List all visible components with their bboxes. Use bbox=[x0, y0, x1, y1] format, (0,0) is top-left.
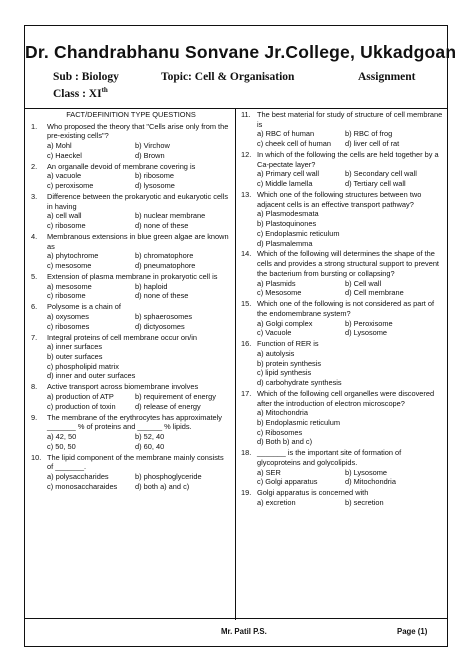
answer-option: a) Primary cell wall bbox=[257, 169, 320, 179]
answer-option: c) ribosome bbox=[47, 221, 86, 231]
question-text: Function of RER is bbox=[257, 339, 319, 349]
answer-option: b) Cell wall bbox=[345, 278, 382, 288]
question-stem bbox=[241, 488, 444, 498]
question-number: 7. bbox=[31, 332, 38, 342]
option-list bbox=[31, 312, 231, 331]
question-number: 18. bbox=[241, 448, 252, 458]
answer-option: c) 50, 50 bbox=[47, 441, 76, 451]
option-list bbox=[31, 171, 231, 190]
question-stem bbox=[31, 272, 231, 282]
answer-option: c) Ribosomes bbox=[257, 427, 303, 437]
answer-option: c) Middle lamella bbox=[257, 179, 313, 189]
class-text: Class : XI bbox=[53, 87, 102, 100]
answer-option: d) Tertiary cell wall bbox=[345, 179, 406, 189]
answer-option: b) phosphoglyceride bbox=[135, 472, 202, 481]
class-superscript: th bbox=[101, 86, 108, 94]
class-label bbox=[53, 86, 108, 100]
answer-option: d) none of these bbox=[135, 291, 189, 301]
question-item bbox=[31, 302, 231, 331]
option-list bbox=[241, 129, 444, 148]
question-stem bbox=[31, 453, 231, 472]
assignment-sheet bbox=[24, 25, 457, 647]
question-text: Which one of the following is not considered as part of the endomembrane system? bbox=[257, 299, 435, 318]
question-stem bbox=[241, 299, 444, 318]
question-stem bbox=[31, 413, 231, 432]
answer-option: c) mesosome bbox=[47, 261, 92, 271]
answer-option: b) ribosome bbox=[135, 171, 175, 181]
option-list bbox=[241, 209, 444, 248]
header bbox=[25, 26, 457, 109]
question-stem bbox=[31, 302, 231, 312]
answer-option: c) lipid synthesis bbox=[257, 368, 312, 378]
question-item bbox=[31, 413, 231, 452]
question-number: 4. bbox=[31, 232, 38, 241]
question-text: Which of the following cell organelles were discovered after the introduction of electron microscope? bbox=[257, 388, 435, 408]
teacher-name: Mr. Patil P.S. bbox=[221, 627, 267, 636]
question-text: _______ is the important site of formation of glycoproteins and golycolipids. bbox=[257, 448, 402, 467]
question-text: Active transport across biomembrane involves bbox=[47, 382, 199, 392]
answer-option: b) Lysosome bbox=[345, 467, 388, 477]
answer-option: c) cheek cell of human bbox=[257, 139, 331, 149]
question-item bbox=[31, 333, 231, 382]
question-number: 12. bbox=[241, 150, 252, 159]
question-text: Which of the following will determines the shape of the cells and provides a strong structural support to prevent the bacterium from bursting or collapsing? bbox=[257, 249, 439, 278]
question-text: The lipid component of the membrane mainly consists of _______. bbox=[47, 452, 224, 472]
question-item bbox=[31, 382, 231, 411]
answer-option: a) phytochrome bbox=[47, 251, 99, 261]
answer-option: b) Plastoquinones bbox=[257, 219, 317, 229]
answer-option: a) mesosome bbox=[47, 281, 92, 291]
answer-option: a) 42, 50 bbox=[47, 432, 77, 441]
college-name: Dr. Chandrabhanu Sonvane Jr.College, Ukkadgoan bbox=[25, 42, 457, 62]
answer-option: d) release of energy bbox=[135, 401, 201, 411]
answer-option: b) requirement of energy bbox=[135, 392, 216, 401]
question-number: 19. bbox=[241, 488, 252, 498]
question-text: Who proposed the theory that "Cells arise only from the pre-existing cells"? bbox=[47, 121, 229, 141]
answer-option: d) Plasmalemma bbox=[257, 238, 313, 248]
question-item bbox=[241, 488, 444, 507]
answer-option: a) Mitochondria bbox=[257, 408, 308, 418]
option-list bbox=[241, 169, 444, 188]
answer-option: a) Golgi complex bbox=[257, 318, 313, 328]
question-number: 16. bbox=[241, 339, 252, 349]
question-stem bbox=[31, 382, 231, 392]
question-text: In which of the following the cells are held together by a Ca-pectate layer? bbox=[257, 150, 439, 169]
answer-option: c) Haeckel bbox=[47, 150, 82, 160]
question-text: Polysome is a chain of bbox=[47, 302, 121, 312]
question-number: 8. bbox=[31, 382, 38, 392]
question-text: Integral proteins of cell membrane occur on/in bbox=[47, 332, 197, 342]
option-list bbox=[31, 141, 231, 160]
question-stem bbox=[241, 150, 444, 169]
question-item bbox=[31, 453, 231, 492]
question-text: Golgi apparatus is concerned with bbox=[257, 488, 369, 498]
answer-option: c) Endoplasmic reticulum bbox=[257, 228, 340, 238]
question-stem bbox=[31, 122, 231, 141]
question-stem bbox=[31, 232, 231, 251]
answer-option: c) peroxisome bbox=[47, 181, 94, 191]
question-stem bbox=[241, 389, 444, 408]
answer-option: c) Mesosome bbox=[257, 288, 302, 298]
answer-option: c) Golgi apparatus bbox=[257, 477, 318, 487]
answer-option: d) liver cell of rat bbox=[345, 139, 400, 149]
question-stem bbox=[241, 110, 444, 129]
answer-option: b) Endoplasmic reticulum bbox=[257, 417, 340, 427]
answer-option: d) Cell membrane bbox=[345, 288, 404, 298]
question-number: 6. bbox=[31, 302, 38, 312]
question-item bbox=[241, 299, 444, 338]
option-list bbox=[31, 392, 231, 411]
answer-option: a) cell wall bbox=[47, 211, 82, 221]
question-number: 5. bbox=[31, 272, 38, 281]
question-item bbox=[241, 190, 444, 248]
question-item bbox=[241, 150, 444, 189]
question-number: 9. bbox=[31, 412, 38, 422]
answer-option: d) carbohydrate synthesis bbox=[257, 377, 342, 387]
answer-option: c) monosaccharaides bbox=[47, 481, 118, 491]
answer-option: a) autolysis bbox=[257, 348, 295, 358]
question-number: 17. bbox=[241, 388, 252, 398]
question-item bbox=[31, 232, 231, 271]
question-number: 13. bbox=[241, 190, 252, 199]
question-text: An organalle devoid of membrane covering is bbox=[47, 161, 196, 171]
question-item bbox=[241, 448, 444, 487]
answer-option: a) Mohl bbox=[47, 141, 72, 151]
question-stem bbox=[241, 339, 444, 349]
question-number: 2. bbox=[31, 161, 38, 171]
answer-option: d) Mitochondria bbox=[345, 477, 396, 487]
option-list bbox=[241, 408, 444, 447]
answer-option: d) lysosome bbox=[135, 181, 175, 191]
answer-option: d) both a) and c) bbox=[135, 481, 190, 491]
option-list bbox=[31, 432, 231, 451]
question-text: Which one of the following structures between two adjacent cells is an effective transport pathway? bbox=[257, 190, 422, 209]
question-stem bbox=[31, 162, 231, 172]
question-number: 1. bbox=[31, 121, 38, 131]
option-list bbox=[241, 498, 444, 508]
question-stem bbox=[241, 448, 444, 467]
option-list bbox=[241, 319, 444, 338]
question-item bbox=[31, 162, 231, 191]
answer-option: b) protein synthesis bbox=[257, 358, 322, 368]
answer-option: c) Vacuole bbox=[257, 328, 292, 338]
option-list bbox=[31, 472, 231, 491]
question-number: 10. bbox=[31, 452, 42, 462]
question-item bbox=[241, 110, 444, 149]
option-list bbox=[241, 349, 444, 388]
answer-option: a) oxysomes bbox=[47, 312, 89, 321]
topic-label: Topic: Cell & Organisation bbox=[161, 71, 295, 83]
question-text: Extension of plasma membrane in prokaryotic cell is bbox=[47, 272, 218, 281]
answer-option: a) polysaccharides bbox=[47, 472, 109, 481]
answer-option: a) Plasmodesmata bbox=[257, 209, 319, 219]
question-number: 15. bbox=[241, 299, 252, 309]
answer-option: b) Secondary cell wall bbox=[345, 169, 417, 179]
answer-option: a) production of ATP bbox=[47, 392, 114, 401]
answer-option: d) dictyosomes bbox=[135, 321, 185, 331]
answer-option: a) inner surfaces bbox=[47, 342, 103, 352]
question-stem bbox=[241, 249, 444, 278]
answer-option: a) excretion bbox=[257, 497, 296, 507]
question-item bbox=[241, 339, 444, 388]
answer-option: d) Lysosome bbox=[345, 328, 388, 338]
option-list bbox=[31, 211, 231, 230]
answer-option: d) pneumatophore bbox=[135, 261, 196, 271]
answer-option: c) production of toxin bbox=[47, 401, 116, 411]
question-item bbox=[31, 192, 231, 231]
answer-option: b) Virchow bbox=[135, 141, 170, 151]
question-text: The membrane of the erythrocytes has approximately _______ % of proteins and ______ % lipids. bbox=[47, 412, 222, 432]
answer-option: c) ribosome bbox=[47, 291, 86, 301]
answer-option: b) haploid bbox=[135, 281, 168, 291]
question-item bbox=[31, 122, 231, 161]
answer-option: b) sphaerosomes bbox=[135, 312, 193, 321]
right-column bbox=[241, 110, 444, 509]
option-list bbox=[241, 468, 444, 487]
answer-option: a) vacuole bbox=[47, 171, 82, 181]
option-list bbox=[241, 279, 444, 298]
question-text: Difference between the prokaryotic and eukaryotic cells in having bbox=[47, 192, 229, 211]
assignment-label: Assignment bbox=[358, 71, 416, 83]
question-stem bbox=[241, 190, 444, 209]
column-divider bbox=[235, 108, 236, 620]
answer-option: a) Plasmids bbox=[257, 278, 296, 288]
answer-option: a) RBC of human bbox=[257, 129, 315, 139]
question-text: Membranous extensions in blue green algae are known as bbox=[47, 232, 229, 251]
page-number: Page (1) bbox=[397, 627, 428, 636]
question-number: 3. bbox=[31, 192, 38, 201]
option-list bbox=[31, 282, 231, 301]
question-item bbox=[31, 272, 231, 301]
question-item bbox=[241, 249, 444, 298]
answer-option: d) inner and outer surfaces bbox=[47, 371, 136, 381]
question-text: The best material for study of structure of cell membrane is bbox=[257, 110, 443, 129]
question-stem bbox=[31, 192, 231, 211]
answer-option: b) outer surfaces bbox=[47, 352, 103, 361]
answer-option: d) 60, 40 bbox=[135, 441, 165, 451]
option-list bbox=[31, 251, 231, 270]
question-number: 14. bbox=[241, 249, 252, 259]
option-list bbox=[31, 342, 231, 381]
answer-option: b) nuclear membrane bbox=[135, 211, 206, 221]
answer-option: d) Both b) and c) bbox=[257, 437, 313, 447]
subject-label: Sub : Biology bbox=[53, 71, 119, 83]
answer-option: b) chromatophore bbox=[135, 251, 194, 261]
question-number: 11. bbox=[241, 110, 251, 119]
footer bbox=[25, 618, 447, 646]
answer-option: d) none of these bbox=[135, 221, 189, 231]
section-title: FACT/DEFINITION TYPE QUESTIONS bbox=[66, 110, 196, 119]
answer-option: b) RBC of frog bbox=[345, 129, 393, 139]
answer-option: b) 52, 40 bbox=[135, 432, 165, 441]
answer-option: b) Peroxisome bbox=[345, 318, 393, 328]
answer-option: c) phospholipid matrix bbox=[47, 361, 119, 371]
answer-option: c) ribosomes bbox=[47, 321, 90, 331]
answer-option: b) secretion bbox=[345, 497, 384, 507]
left-column bbox=[31, 110, 231, 493]
question-item bbox=[241, 389, 444, 447]
question-stem bbox=[31, 333, 231, 343]
answer-option: a) SER bbox=[257, 467, 281, 477]
answer-option: d) Brown bbox=[135, 150, 165, 160]
